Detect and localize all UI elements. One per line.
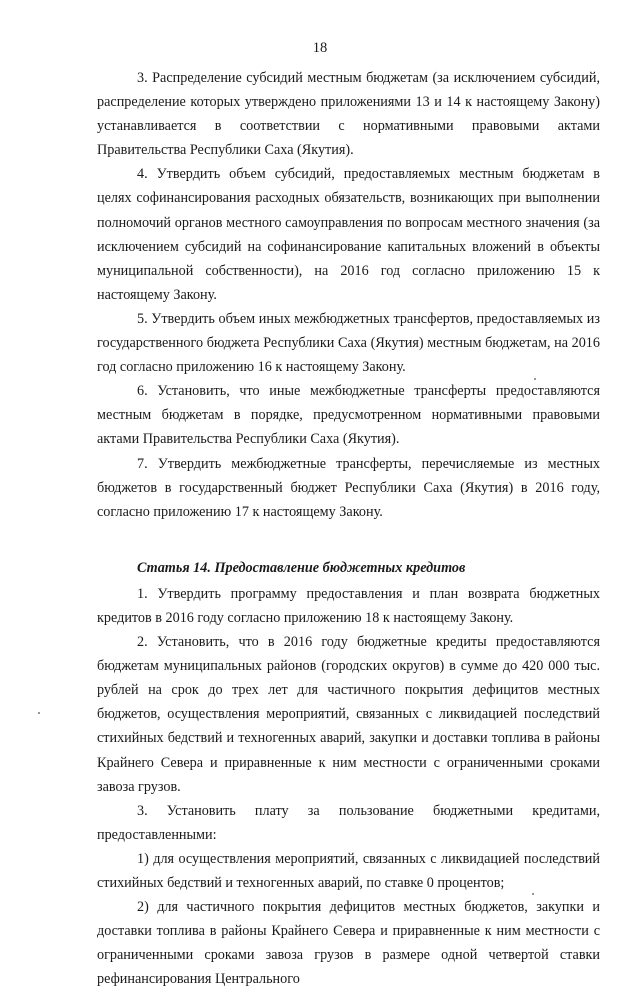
article-14-item-1: 1) для осуществления мероприятий, связанных с ликвидацией последствий стихийных бедствий и техногенных аварий, по ставке 0 процентов; [97, 850, 600, 891]
scan-speck [38, 712, 40, 714]
article-14-item-2: 2) для частичного покрытия дефицитов местных бюджетов, закупки и доставки топлива в районы Крайнего Севера и приравненные к ним местности с ограниченными сроками завоза грузов в размере одной четвертой ставки рефинансирования Центрального [97, 899, 600, 988]
paragraph-6: 6. Установить, что иные межбюджетные трансферты предоставляются местным бюджетам в порядке, предусмотренном нормативными правовыми актами Правительства Республики Саха (Якутия). [97, 383, 600, 448]
paragraph-5: 5. Утвердить объем иных межбюджетных трансфертов, предоставляемых из государственного бюджета Республики Саха (Якутия) местным бюджетам, на 2016 год согласно приложению 16 к настоящему Закону. [97, 310, 600, 376]
document-body [97, 66, 600, 991]
article-14-paragraph-3: 3. Установить плату за пользование бюджетными кредитами, предоставленными: [97, 802, 600, 843]
scan-speck [534, 378, 536, 380]
paragraph-3: 3. Распределение субсидий местным бюджетам (за исключением субсидий, распределение которых утверждено приложениями 13 и 14 к настоящему Закону) устанавливается в соответствии с нормативными правовыми актами Правительства Республики Саха (Якутия). [97, 70, 600, 159]
page-number: 18 [312, 40, 328, 56]
article-14-heading: Статья 14. Предоставление бюджетных кредитов [137, 559, 466, 576]
article-14-paragraph-2: 2. Установить, что в 2016 году бюджетные кредиты предоставляются бюджетам муниципальных районов (городских округов) в сумме до 420 000 тыс. рублей на срок до трех лет для частичного покрытия дефицитов местных бюджетов, осуществления мероприятий, связанных с ликвидацией последствий стихийных бедствий и техногенных аварий, закупки и доставки топлива в районы Крайнего Севера и приравненные к ним местности с ограниченными сроками завоза грузов. [97, 634, 600, 795]
article-14-paragraph-1: 1. Утвердить программу предоставления и план возврата бюджетных кредитов в 2016 году согласно приложению 18 к настоящему Закону. [97, 585, 600, 626]
paragraph-7: 7. Утвердить межбюджетные трансферты, перечисляемые из местных бюджетов в государственный бюджет Республики Саха (Якутия) в 2016 году, согласно приложению 17 к настоящему Закону. [97, 455, 600, 520]
paragraph-4: 4. Утвердить объем субсидий, предоставляемых местным бюджетам в целях софинансирования расходных обязательств, возникающих при выполнении полномочий органов местного самоуправления по вопросам местного значения (за исключением субсидий на софинансирование капитальных вложений в объекты муниципальной собственности), на 2016 год согласно приложению 15 к настоящему Закону. [97, 166, 600, 303]
scan-speck [532, 893, 534, 895]
